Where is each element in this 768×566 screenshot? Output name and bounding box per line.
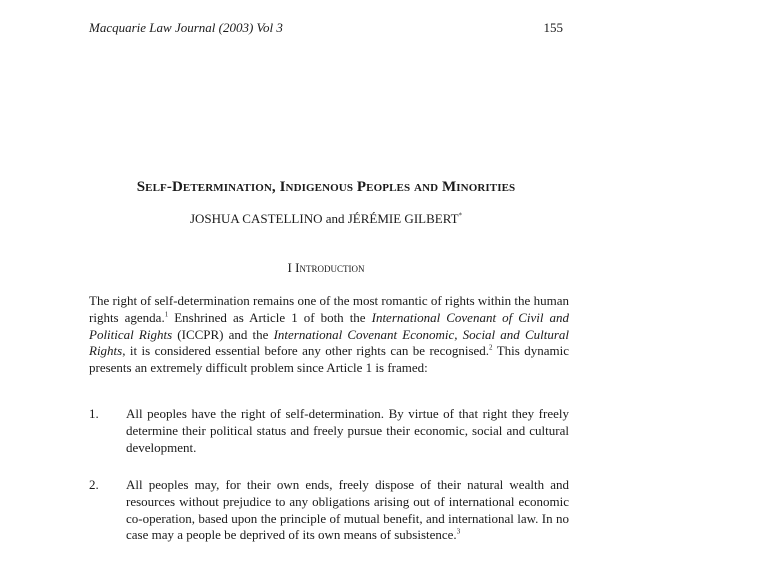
- icescr-title: International Covenant Economic, Social and Cultural Rights: [89, 326, 570, 359]
- intro-paragraph: [89, 293, 569, 377]
- intro-text: The right of self-determination remains one of the most romantic of rights within the human rights agenda.: [89, 293, 569, 325]
- author-footnote-mark: *: [458, 211, 463, 220]
- intro-text: , it is considered essential before any other rights can be recognised.: [122, 343, 490, 359]
- list-item-text: [126, 477, 569, 544]
- article-title: Self-Determination, Indigenous Peoples and Minorities: [136, 179, 516, 195]
- running-header: [89, 20, 563, 36]
- list-item-number: 1.: [89, 406, 99, 421]
- footnote-ref-3: 3: [456, 528, 461, 537]
- journal-citation: Macquarie Law Journal (2003) Vol 3: [89, 20, 283, 35]
- intro-text: (ICCPR) and the: [172, 326, 274, 342]
- footnote-ref-2: 2: [489, 344, 493, 353]
- article-text: All peoples have the right of self-determination. By virtue of that right they freely determine their political status and freely pursue their economic, social and cultural development.: [126, 406, 569, 455]
- list-item-text: [126, 406, 569, 456]
- intro-text: Enshrined as Article 1 of both the: [168, 309, 372, 325]
- article-authors: [89, 211, 563, 227]
- author-names: JOSHUA CASTELLINO and JÉRÉMIE GILBERT: [189, 211, 459, 226]
- footnote-ref-1: 1: [164, 310, 169, 319]
- iccpr-title: International Covenant of Civil and Political Rights: [89, 309, 570, 342]
- intro-text: This dynamic presents an extremely difficult problem since Article 1 is framed:: [89, 343, 569, 376]
- section-heading: I Introduction: [287, 260, 365, 275]
- page-number: 155: [543, 20, 563, 35]
- list-item-number: 2.: [89, 477, 99, 492]
- article-text: All peoples may, for their own ends, freely dispose of their natural wealth and resources without prejudice to any obligations arising out of international economic co-operation, based upon the principle of mutual benefit, and international law. In no case may a people be deprived of its own means of subsistence.: [126, 477, 569, 543]
